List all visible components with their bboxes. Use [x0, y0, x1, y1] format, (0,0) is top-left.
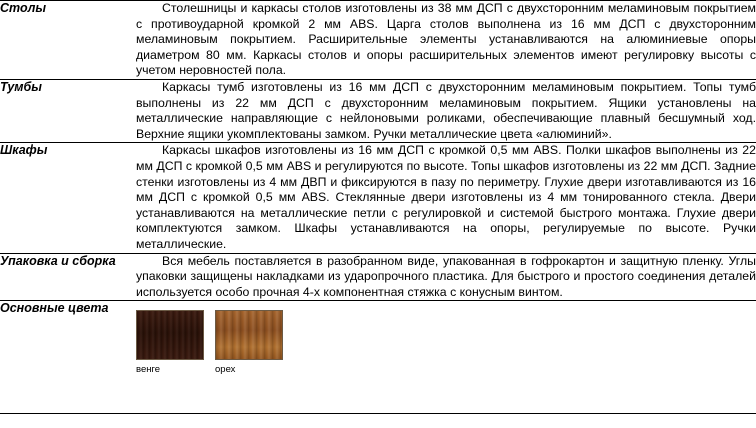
table-row — [0, 143, 756, 253]
row-label-tumby: Тумбы — [0, 79, 128, 142]
spacer-cell — [128, 301, 136, 381]
row-content-colors — [136, 301, 756, 381]
spacer-cell — [128, 253, 136, 301]
paragraph-upakovka: Вся мебель поставляется в разобранном виде, упакованная в гофрокартон и защитную пленку. Углы упаковки защищены накладками из ударопрочного пластика. Для быстрого и простого соединения деталей используется особо прочная 4-х компонентная стяжка с конусным винтом. — [136, 253, 756, 299]
row-label-stoly: Столы — [0, 1, 128, 80]
table-row — [0, 253, 756, 301]
table-row — [0, 1, 756, 80]
table-row — [0, 79, 756, 142]
swatch-sample-venge — [136, 310, 204, 360]
row-text-stoly — [136, 1, 756, 80]
row-text-upakovka — [136, 253, 756, 301]
paragraph-stoly: Столешницы и каркасы столов изготовлены из 38 мм ДСП с двухсторонним меламиновым покрытием с противоударной кромкой 2 мм ABS. Царга столов выполнена из 16 мм ДСП с двухсторонним меламиновым покрытием. Расширительные элементы устанавливаются на алюминиевые опоры диаметром 80 мм. Каркасы столов и опоры расширительных элементов имеют регулировку высоты с учетом неровностей пола. — [136, 1, 756, 78]
swatch-label-venge: венге — [136, 364, 161, 376]
paragraph-shkafy: Каркасы шкафов изготовлены из 16 мм ДСП с кромкой 0,5 мм ABS. Полки шкафов выполнены из 22 мм ДСП с кромкой 0,5 мм ABS и регулируются по высоте. Топы шкафов изготовлены из 22 мм ДСП. Задние стенки изготовлены из 4 мм ДВП и фиксируются в пазу по периметру. Глухие двери изготавливаются из 16 мм ДСП с кромкой 0,5 мм ABS. Стеклянные двери изготовлены из 4 мм тонированного стекла. Двери устанавливаются на металлические петли с регулировкой и системой быстрого монтажа. Глухие двери комплектуются замком. Шкафы устанавливаются на опоры, регулируемые по высоте. Ручки металлические. — [136, 143, 756, 251]
paragraph-tumby: Каркасы тумб изготовлены из 16 мм ДСП с двухсторонним меламиновым покрытием. Топы тумб выполнены из 22 мм ДСП с двухсторонним меламиновым покрытием. Ящики установлены на металлические направляющие с нейлоновыми роликами, обеспечивающие плавный бесшумный ход. Верхние ящики укомплектованы замком. Ручки металлические цвета «алюминий». — [136, 79, 756, 141]
color-swatch-venge — [136, 310, 204, 376]
row-label-shkafy: Шкафы — [0, 143, 128, 253]
spacer-cell — [128, 79, 136, 142]
row-label-upakovka: Упаковка и сборка — [0, 253, 128, 301]
swatch-sample-oreh — [215, 310, 283, 360]
row-text-tumby — [136, 79, 756, 142]
spacer-cell — [128, 1, 136, 80]
color-swatch-list — [136, 310, 756, 376]
row-text-shkafy — [136, 143, 756, 253]
table-row-colors — [0, 301, 756, 381]
spacer-cell — [128, 143, 136, 253]
color-swatch-oreh — [215, 310, 283, 376]
row-label-colors: Основные цвета — [0, 301, 128, 381]
swatch-label-oreh: орех — [215, 364, 236, 376]
bottom-divider — [0, 413, 756, 414]
